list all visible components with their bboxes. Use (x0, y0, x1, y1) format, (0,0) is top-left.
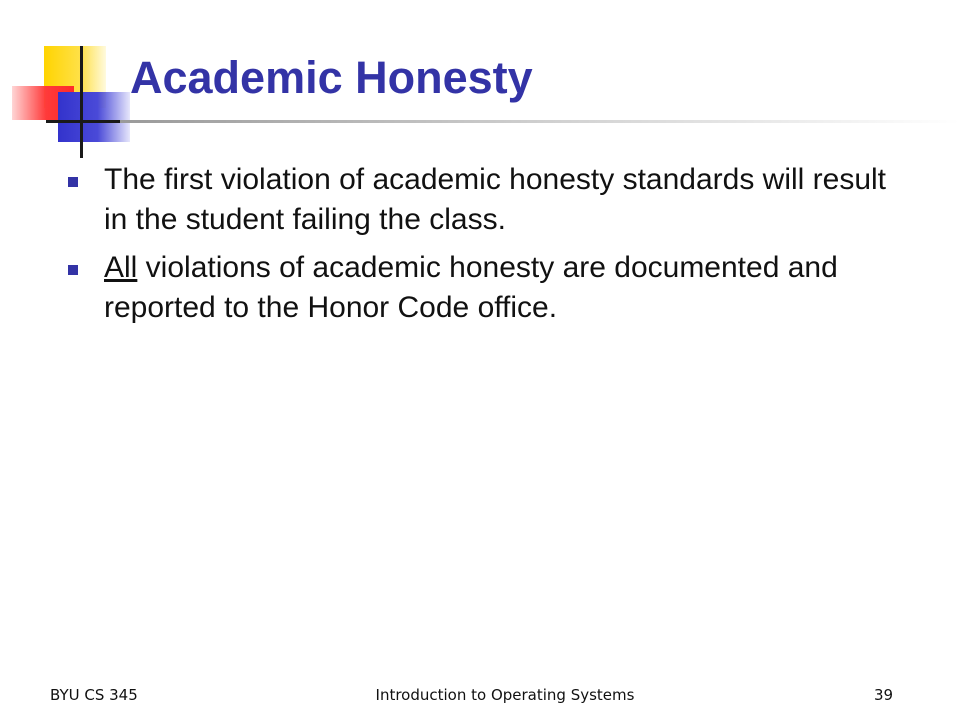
vertical-rule (80, 46, 83, 158)
bullet-marker-icon (68, 177, 78, 187)
footer (0, 686, 960, 714)
slide-title: Academic Honesty (130, 52, 533, 103)
bullet-text: violations of academic honesty are documented and reported to the Honor Code office. (104, 251, 838, 324)
blue-square (58, 92, 130, 142)
footer-course: BYU CS 345 (50, 686, 138, 704)
bullet-list (66, 160, 916, 336)
horizontal-rule (46, 120, 126, 123)
page-number: 39 (874, 686, 894, 704)
decorative-logo (0, 0, 140, 170)
bullet-item (66, 160, 916, 240)
footer-title: Introduction to Operating Systems (375, 686, 635, 704)
title-underline (120, 120, 960, 123)
bullet-item (66, 248, 916, 328)
bullet-marker-icon (68, 265, 78, 275)
bullet-emphasis: All (104, 251, 138, 284)
bullet-text: The first violation of academic honesty standards will result in the student failing the class. (104, 163, 887, 236)
